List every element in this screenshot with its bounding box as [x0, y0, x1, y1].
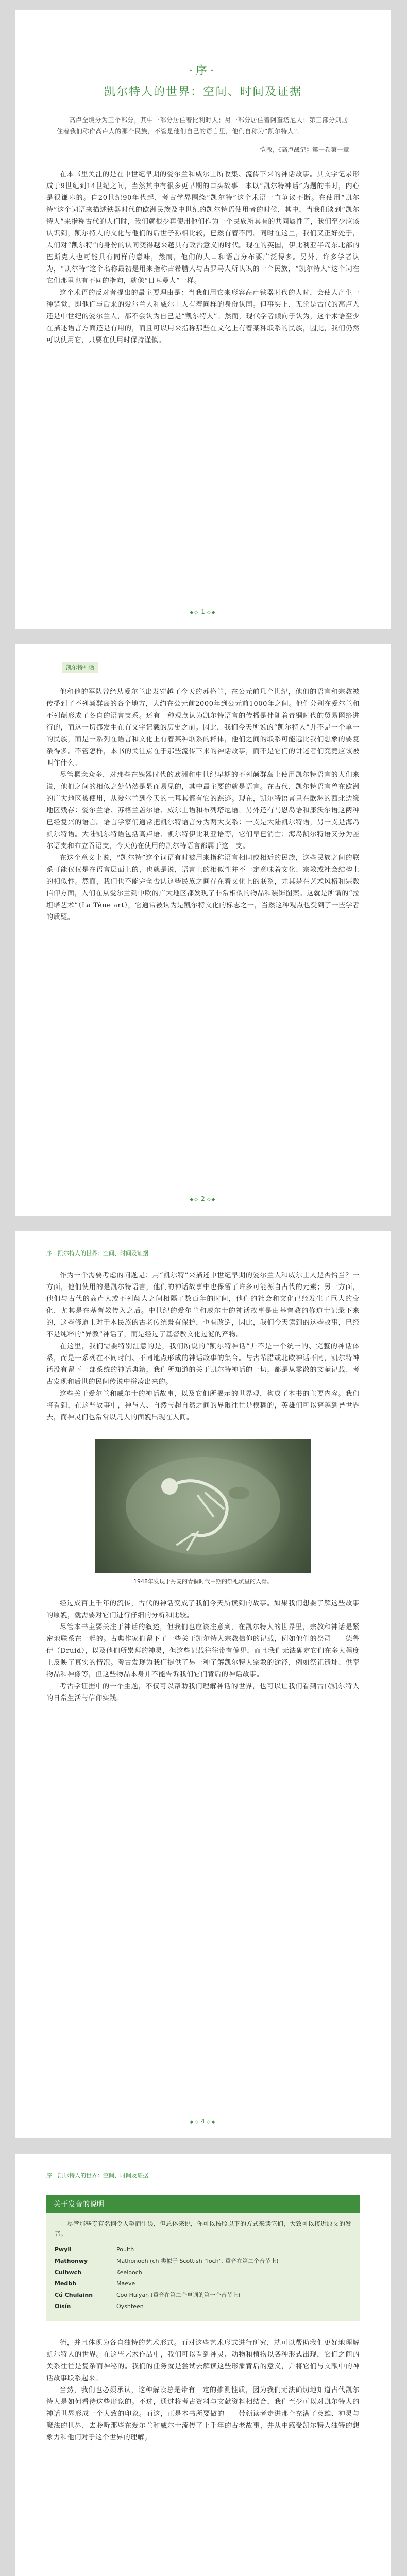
folio-number: 4	[201, 2117, 205, 2125]
pronunciation-row	[46, 2267, 360, 2278]
pronunciation-term: Medbh	[55, 2280, 76, 2287]
folio-arrows-icon: ◆◇	[190, 2120, 199, 2125]
pronunciation-term: Mathonwy	[55, 2258, 88, 2264]
pronunciation-box	[46, 2195, 360, 2321]
epigraph-source: ——恺撒，《高卢战记》第一卷第一章	[247, 146, 349, 154]
running-head: 序 凯尔特人的世界：空间、时间及证据	[46, 1250, 148, 1257]
pronunciation-row	[46, 2278, 360, 2290]
folio-arrows-icon: ◇◆	[207, 1197, 216, 1202]
pronunciation-def: Coo Hulyan (重音在第二个单词的第一个音节上)	[116, 2292, 241, 2298]
pronunciation-term: Pwyll	[55, 2246, 72, 2253]
paragraph: 德，并且体现为各自独特的艺术形式。而对这些艺术形式进行研究，就可以帮助我们更好地理解凯尔特人的世界。在这些艺术作品中，我们可以看到神灵、动物和植物以各种形式出现，它们之间的关系往往是复杂而神秘的。我们的任务就是尝试去解读这些形象背后的意义，并将它们与文献中的神话故事联系起来。	[46, 2339, 360, 2382]
paragraph: 他和他的军队曾经从爱尔兰出发穿越了今天的苏格兰，在公元前几个世纪，他们的语言和宗教被传播到了不列颠群岛的各个地方，大约在公元前2000年到公元前1000年之间。他们分别在爱尔兰和不列颠形成了各自的语言支系。还有一种观点认为凯尔特语言的传播是伴随着青铜时代的贸易网络进行的，而这一切都发生在有文字记载的历史之前。因此，我们今天所说的“凯尔特人”并不是一个单一的民族，而是一系列在语言和文化上有着某种联系的群体，他们之间的联系可能远比我们想象的要复杂得多。不管怎样，本书的关注点在于那些流传下来的神话故事，而不是它们的讲述者们究竟应该被叫作什么。	[46, 688, 360, 767]
skeleton-illustration	[95, 1439, 311, 1573]
pronunciation-row	[46, 2301, 360, 2312]
pronunciation-term: Cú Chulainn	[55, 2292, 93, 2298]
paragraph: 在这里，我们需要特别注意的是，我们所说的“凯尔特神话”并不是一个统一的、完整的神话体系，而是一系列在不同时间、不同地点形成的神话故事的集合。与古希腊或北欧神话不同，凯尔特神话没有留下一部系统的神话典籍，我们所知道的关于凯尔特神话的一切，都是从零散的文献记载、考古发现和后世的民间传说中拼凑出来的。	[46, 1343, 360, 1386]
bog-body-photo	[95, 1439, 311, 1573]
folio	[15, 608, 391, 615]
paragraph: 这个术语的反对者提出的最主要理由是：当我们用它来形容高卢铁器时代的人时，会使人产生一种错觉，即他们与后来的爱尔兰人和威尔士人有着同样的身份认同。但事实上，无论是古代的高卢人还是中世纪的爱尔兰人，都不会认为自己是“凯尔特人”。然而，现代学者倾向于认为，这个术语至少在描述语言方面还是有用的，而且可以用来指称那些在文化上有着某种联系的民族，因此，我们仍然可以使用它，只要在使用时保持谨慎。	[46, 289, 360, 344]
folio-number: 2	[201, 1195, 205, 1202]
preface-mark: ·序·	[189, 64, 217, 77]
running-head: 序 凯尔特人的世界：空间、时间及证据	[46, 2172, 148, 2179]
figure-caption: 1948年发现于丹麦的青铜时代中期的祭祀坑里的人骨。	[133, 1578, 273, 1585]
chapter-title: 凯尔特人的世界：空间、时间及证据	[104, 86, 302, 98]
folio-arrows-icon: ◆◇	[190, 1197, 199, 1202]
folio-arrows-icon: ◇◆	[207, 2120, 216, 2125]
pronunciation-def: Mathonooh (ch 类似于 Scottish “loch”, 重音在第二个音节上)	[116, 2258, 279, 2264]
pronunciation-title: 关于发音的说明	[46, 2195, 360, 2213]
pronunciation-def: Keelooch	[116, 2269, 142, 2276]
pronunciation-row	[46, 2256, 360, 2267]
running-head: 凯尔特神话	[62, 662, 98, 673]
epigraph: 高卢全境分为三个部分，其中一部分居住着比利时人；另一部分居住着阿奎塔尼人；第三部分则居住着我们称作高卢人的那个民族，不管是他们自己的语言里，他们自称为“凯尔特人”。	[57, 116, 348, 135]
pronunciation-intro: 尽管那些专有名词令人望而生畏，但总体来说，你可以按照以下的方式来读它们，大致可以接近原文的发音。	[55, 2220, 352, 2238]
page-1	[15, 10, 391, 629]
page-2	[15, 644, 391, 1216]
folio	[15, 1195, 391, 1202]
pronunciation-def: Pouith	[116, 2246, 134, 2253]
paragraph: 在本书里关注的是在中世纪早期的爱尔兰和威尔士所收集、流传下来的神话故事。其文字记录形成于9世纪到14世纪之间，当然其中有很多更早期的口头故事一本以“凯尔特神话”为题的书时，内心是很谦卑的。自20世纪90年代起，考古学界围绕“凯尔特”这个术语一直争议不断。在使用“凯尔特”这个词语来描述铁器时代的欧洲民族及中世纪的凯尔特语使用者的时候，其中，当我们谈到“凯尔特人”来指称古代的人们时，我们就很少再使用他们作为一个民族所具有的共同属性了，我们至少应该认识到，凯尔特人的文化与他们的后世子孙相比较，已然有着不同。同时在这里，我们又正好处于，人们对“凯尔特”的身份的认同变得越来越具有政治意义的时代。现在的英国，伊比利亚半岛东北部的巴斯克人也可能具有同样的意味，然而，他们的人口和语言分布要广泛得多。另外，许多学者认为，“凯尔特”这个名称最初是用来指称古希腊人与古罗马人所认识的一个民族，“凯尔特人”这个词在它们那里也有不同的指向，就像“日耳曼人”一样。	[46, 171, 360, 285]
paragraph: 经过成百上千年的流传，古代的神话变成了我们今天所读到的故事。如果我们想要了解这些故事的原貌，就需要对它们进行仔细的分析和比较。	[46, 1600, 360, 1619]
page-3	[15, 1231, 391, 2138]
folio	[15, 2117, 391, 2125]
pronunciation-def: Oyshteen	[116, 2303, 144, 2310]
pronunciation-term: Culhwch	[55, 2269, 82, 2276]
paragraph: 这些关于爱尔兰和威尔士的神话故事，以及它们所揭示的世界观，构成了本书的主要内容。我们将看到，在这些故事中，神与人、自然与超自然之间的界限往往是模糊的，英雄们可以穿越到异世界去，而神灵们也常常以凡人的面貌出现在人间。	[46, 1390, 360, 1421]
paragraph: 作为一个需要考虑的问题是：用“凯尔特”来描述中世纪早期的爱尔兰人和威尔士人是否恰当？一方面，他们使用的是凯尔特语言，他们的神话故事中也保留了许多可能源自古代的元素；另一方面，他们与古代的高卢人或不列颠人之间相隔了数百年的时间，他们的社会和文化已经发生了巨大的变化，尤其是在基督教传入之后。中世纪的爱尔兰和威尔士的神话故事是由基督教的修道士记录下来的，这些修道士对于本民族的古老传统既有保护，也有改造，因此，我们今天读到的这些故事，已经不是纯粹的“异教”神话了，而是经过了基督教文化过滤的产物。	[46, 1272, 360, 1338]
pronunciation-term: Oisín	[55, 2303, 71, 2310]
paragraph: 在这个意义上说，“凯尔特”这个词语有时被用来指称语言相同或相近的民族，这些民族之间的联系可能仅仅是在语言层面上的，也就是说，语言上的相似性并不一定意味着文化、宗教或社会结构上的相似性。然而，我们也不能完全否认这些民族之间存在着文化上的联系，尤其是在艺术风格和宗教信仰方面，人们在从爱尔兰到中欧的广大地区都发现了非常相似的物品和装饰图案。这就是所谓的“拉坦诺艺术”（La Tène art），它通常被认为是凯尔特文化的标志之一，当然这种观点也受到了一些学者的质疑。	[46, 854, 360, 921]
paragraph: 尽管概念众多，对那些在铁器时代的欧洲和中世纪早期的不列颠群岛上使用凯尔特语言的人们来说，他们之间的相似之处仍然是显而易见的，其中最主要的就是语言。在古代，凯尔特语言曾在欧洲的广大地区被使用，从爱尔兰到今天的土耳其都有它的踪迹。现在，凯尔特语言只在欧洲的西北边缘地区残存：爱尔兰语、苏格兰盖尔语、威尔士语和布列塔尼语，另外还有马恩岛语和康沃尔语这两种已经复兴的语言。语言学家们通常把凯尔特语言分为两大支系：一支是大陆凯尔特语，另一支是海岛凯尔特语。大陆凯尔特语包括高卢语、凯尔特伊比利亚语等，它们早已消亡；海岛凯尔特语又分为盖尔语支和布立吞语支，今天仍在使用的凯尔特语言都属于这一支。	[46, 771, 360, 850]
paragraph: 当然，我们也必须承认，这种解读总是带有一定的推测性质，因为我们无法确切地知道古代凯尔特人是如何看待这些形象的。不过，通过将考古资料与文献资料相结合，我们至少可以对凯尔特人的神话世界形成一个大致的印象。而这，正是本书所要做的——带领读者走进那个充满了英雄、神灵与魔法的世界，去聆听那些在爱尔兰和威尔士流传了上千年的古老故事，并从中感受凯尔特人独特的想象力和他们对于这个世界的理解。	[46, 2386, 360, 2442]
pronunciation-def: Maeve	[116, 2280, 135, 2287]
paragraph: 尽管本书主要关注于神话的叙述，但我们也应该注意到，在凯尔特人的世界里，宗教和神话是紧密地联系在一起的。古典作家们留下了一些关于凯尔特人宗教信仰的记载，例如他们的祭司——德鲁伊（Druid），以及他们所崇拜的神灵，但这些记载往往带有偏见，而且我们无法确定它们在多大程度上反映了真实的情况。考古发现为我们提供了另一种了解凯尔特人宗教的途径，例如祭祀遗址、供奉物品和神像等，但这些物品本身并不能告诉我们它们背后的神话故事。	[46, 1623, 360, 1679]
paragraph: 考古学证据中的一个主题，不仅可以帮助我们理解神话的世界，也可以让我们看到古代凯尔特人的日常生活与信仰实践。	[46, 1683, 360, 1702]
pronunciation-row	[46, 2290, 360, 2301]
folio-arrows-icon: ◆◇	[190, 610, 199, 615]
folio-number: 1	[201, 608, 205, 615]
page-4	[15, 2154, 391, 2576]
pronunciation-row	[46, 2244, 360, 2256]
folio-arrows-icon: ◇◆	[207, 610, 216, 615]
